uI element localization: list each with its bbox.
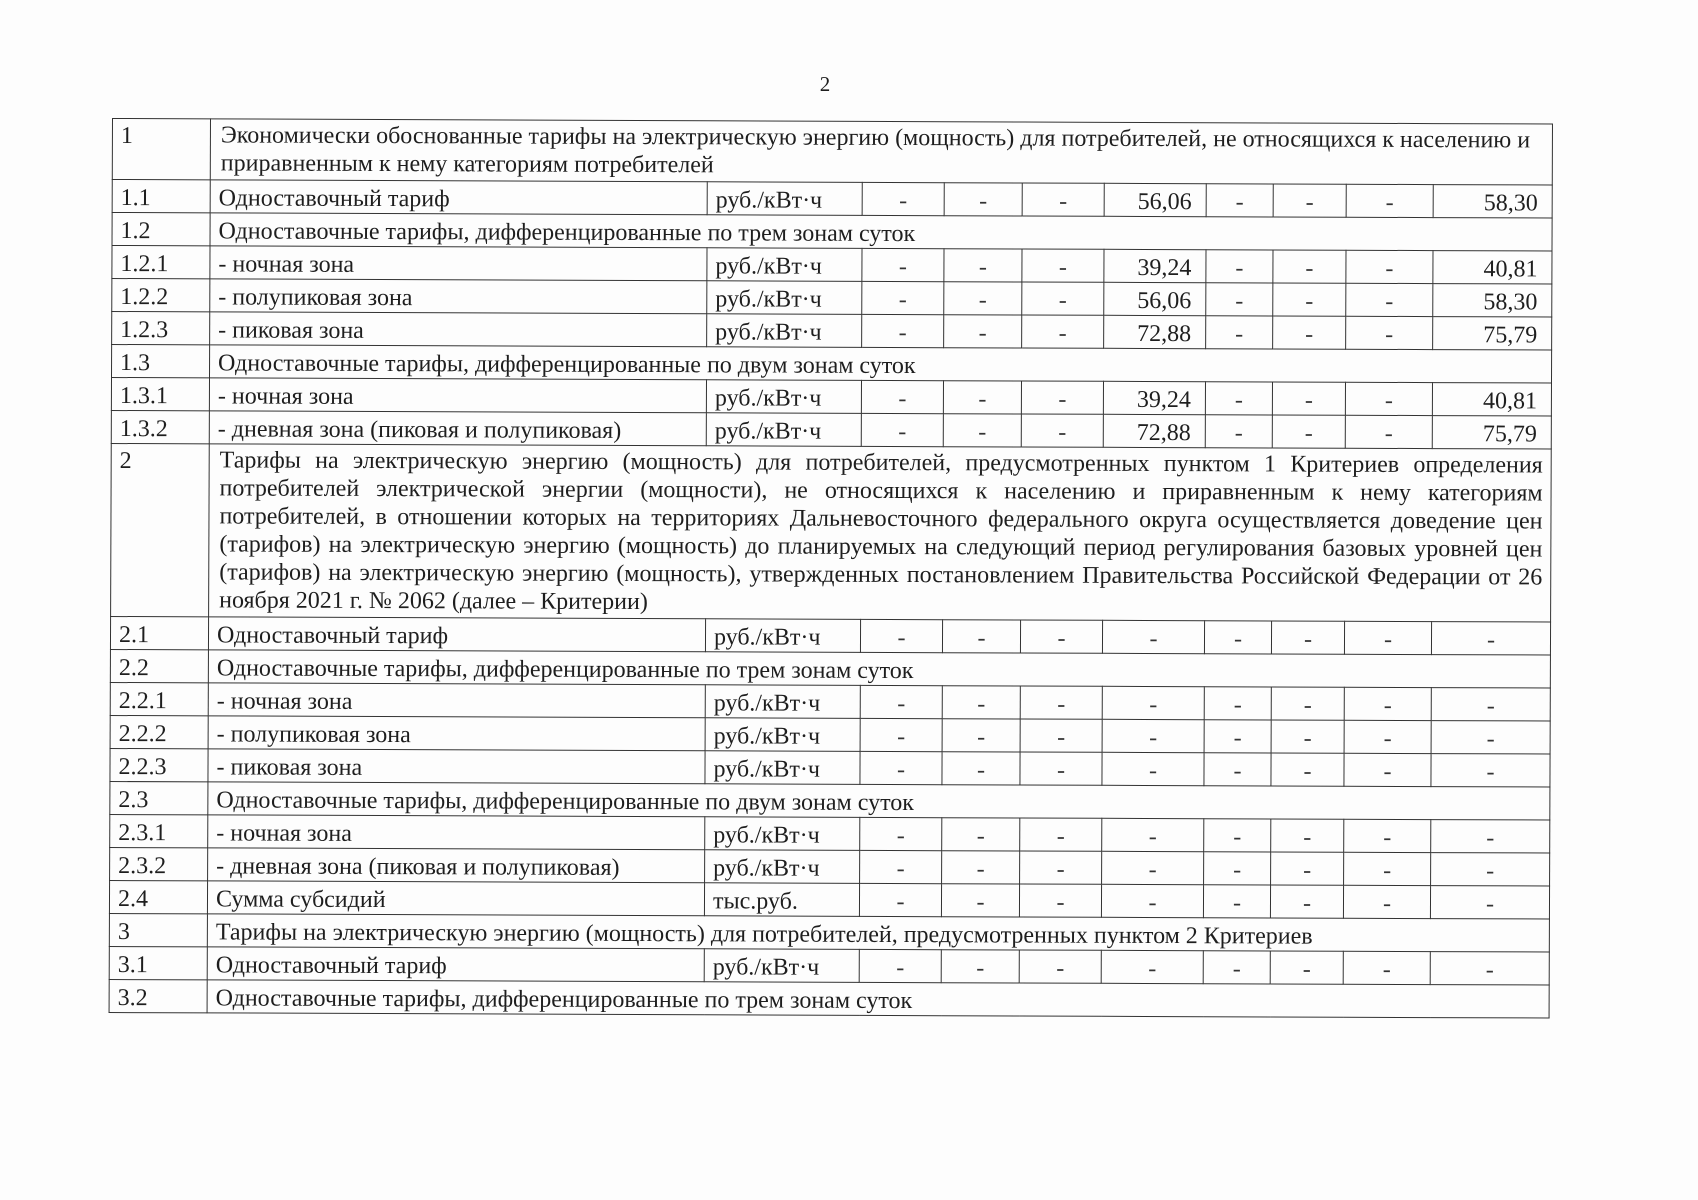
row-number: 3.2	[109, 979, 207, 1012]
subsection-title: Одноставочные тарифы, дифференцированные по двум зонам суток	[208, 782, 1550, 820]
value-cell: -	[862, 314, 944, 347]
value-cell: 40,81	[1432, 383, 1551, 416]
value-cell: -	[1431, 688, 1550, 721]
value-cell: -	[942, 686, 1020, 719]
value-cell: -	[942, 851, 1020, 884]
value-cell: -	[1273, 283, 1346, 316]
value-cell: -	[1101, 950, 1203, 983]
section-row	[112, 119, 1552, 186]
value-cell: -	[1102, 818, 1204, 851]
value-cell: -	[860, 718, 942, 751]
section-row	[110, 781, 1550, 820]
value-cell: -	[1204, 720, 1271, 753]
value-cell: -	[1203, 951, 1270, 984]
section-row	[112, 213, 1552, 252]
value-cell: -	[1343, 885, 1430, 918]
value-cell: -	[941, 950, 1019, 983]
value-cell: -	[1205, 382, 1272, 415]
table-row	[109, 880, 1549, 919]
tariff-table	[109, 118, 1554, 1019]
value-cell: -	[942, 752, 1020, 785]
value-cell: -	[1204, 852, 1271, 885]
table-row	[110, 847, 1550, 886]
value-cell: -	[1203, 885, 1270, 918]
value-cell: -	[1206, 316, 1273, 349]
value-cell: 58,30	[1433, 284, 1552, 317]
value-cell: -	[1431, 820, 1550, 853]
value-cell: -	[1022, 249, 1104, 282]
table-row	[110, 715, 1550, 754]
value-cell: -	[1102, 851, 1204, 884]
value-cell: -	[1346, 283, 1433, 316]
row-number: 2.2.1	[110, 682, 208, 715]
section-row	[109, 979, 1549, 1018]
value-cell: 40,81	[1433, 251, 1552, 284]
value-cell: -	[1019, 884, 1101, 917]
row-name: - пиковая зона	[210, 312, 707, 347]
value-cell: -	[1204, 819, 1271, 852]
value-cell: -	[1344, 753, 1431, 786]
row-unit: руб./кВт·ч	[705, 850, 860, 884]
row-unit: руб./кВт·ч	[707, 314, 862, 348]
row-unit: руб./кВт·ч	[706, 413, 861, 447]
value-cell: -	[1344, 720, 1431, 753]
value-cell: -	[1102, 620, 1204, 653]
table-row	[110, 748, 1550, 787]
value-cell: 39,24	[1103, 381, 1205, 414]
value-cell: -	[860, 685, 942, 718]
row-name: - дневная зона (пиковая и полупиковая)	[208, 848, 705, 883]
value-cell: -	[1206, 250, 1273, 283]
value-cell: -	[860, 751, 942, 784]
value-cell: -	[1345, 415, 1432, 448]
value-cell: -	[862, 281, 944, 314]
row-unit: руб./кВт·ч	[707, 281, 862, 315]
section-row	[111, 443, 1552, 622]
value-cell: -	[1022, 282, 1104, 315]
row-number: 1	[112, 119, 210, 180]
row-number: 1.3.2	[111, 410, 209, 443]
value-cell: -	[1346, 316, 1433, 349]
page-number: 2	[819, 72, 831, 96]
table-row	[110, 814, 1550, 853]
section-row	[109, 913, 1549, 952]
value-cell: -	[1019, 950, 1101, 983]
value-cell: -	[1022, 183, 1104, 216]
value-cell: -	[1344, 621, 1431, 654]
value-cell: -	[1271, 819, 1344, 852]
value-cell: -	[1270, 951, 1343, 984]
value-cell: -	[1272, 415, 1345, 448]
row-name: Сумма субсидий	[207, 881, 704, 916]
value-cell: -	[1271, 621, 1344, 654]
row-unit: руб./кВт·ч	[705, 685, 860, 719]
value-cell: -	[943, 414, 1021, 447]
table-row	[110, 682, 1550, 721]
value-cell: -	[1345, 382, 1432, 415]
subsection-title: Одноставочные тарифы, дифференцированные по трем зонам суток	[207, 980, 1549, 1018]
row-name: - дневная зона (пиковая и полупиковая)	[209, 411, 706, 446]
row-unit: руб./кВт·ч	[707, 182, 862, 216]
tariff-table-body	[109, 119, 1553, 1019]
value-cell: -	[1430, 952, 1549, 985]
value-cell: 56,06	[1104, 282, 1206, 315]
value-cell: 39,24	[1104, 249, 1206, 282]
value-cell: -	[1102, 752, 1204, 785]
value-cell: -	[1271, 753, 1344, 786]
section-row	[112, 345, 1552, 384]
value-cell: -	[1431, 853, 1550, 886]
row-number: 2.2.2	[110, 715, 208, 748]
row-unit: руб./кВт·ч	[705, 817, 860, 851]
value-cell: 72,88	[1104, 315, 1206, 348]
row-number: 1.2.1	[112, 246, 210, 279]
row-number: 1.2.3	[112, 312, 210, 345]
value-cell: -	[861, 380, 943, 413]
row-name: Одноставочный тариф	[207, 947, 704, 982]
tariff-table-container	[109, 118, 1554, 1019]
value-cell: -	[1021, 414, 1103, 447]
table-row	[112, 279, 1552, 318]
value-cell: -	[944, 183, 1022, 216]
row-name: Одноставочный тариф	[210, 180, 707, 215]
value-cell: 75,79	[1433, 317, 1552, 350]
row-name: - полупиковая зона	[210, 279, 707, 314]
row-name: - полупиковая зона	[208, 716, 705, 751]
row-number: 2.4	[109, 880, 207, 913]
row-number: 3	[109, 913, 207, 946]
row-number: 1.2	[112, 213, 210, 246]
table-row	[112, 180, 1552, 219]
value-cell: -	[1273, 250, 1346, 283]
value-cell: -	[1346, 250, 1433, 283]
row-unit: руб./кВт·ч	[705, 718, 860, 752]
value-cell: -	[1021, 381, 1103, 414]
row-number: 1.3.1	[111, 378, 209, 411]
section-title: Тарифы на электрическую энергию (мощность) для потребителей, предусмотренных пунктом 1 Критериев определения потребителей электрической энергии (мощности), не относящихся к населению и приравненным к нему категориям потребителей, в отношении которых на территориях Дальневосточного федерального округа осуществляется доведение цен (тарифов) на электрическую энергию (мощность) до планируемых на следующий период регулирования базовых уровней цен (тарифов) на электрическую энергию (мощность), утвержденных постановлением Правительства Российской Федерации от 26 ноября 2021 г. № 2062 (далее – Критерии)	[209, 444, 1552, 622]
value-cell: -	[862, 248, 944, 281]
table-row	[111, 378, 1551, 417]
value-cell: -	[1273, 184, 1346, 217]
value-cell: -	[860, 619, 942, 652]
subsection-title: Одноставочные тарифы, дифференцированные по трем зонам суток	[210, 213, 1552, 251]
value-cell: -	[1344, 852, 1431, 885]
value-cell: -	[859, 949, 941, 982]
row-unit: руб./кВт·ч	[705, 751, 860, 785]
value-cell: -	[860, 817, 942, 850]
row-name: - ночная зона	[210, 246, 707, 281]
value-cell: 72,88	[1103, 414, 1205, 447]
value-cell: -	[1343, 951, 1430, 984]
row-name: - ночная зона	[208, 815, 705, 850]
row-unit: руб./кВт·ч	[704, 949, 859, 983]
value-cell: -	[1101, 884, 1203, 917]
subsection-title: Одноставочные тарифы, дифференцированные по трем зонам суток	[208, 650, 1550, 688]
value-cell: -	[943, 381, 1021, 414]
value-cell: -	[1271, 852, 1344, 885]
subsection-title: Одноставочные тарифы, дифференцированные по двум зонам суток	[210, 345, 1552, 383]
value-cell: -	[942, 719, 1020, 752]
value-cell: -	[862, 182, 944, 215]
value-cell: -	[1102, 686, 1204, 719]
row-number: 2.2	[110, 649, 208, 682]
row-unit: руб./кВт·ч	[707, 248, 862, 282]
row-number: 2	[111, 443, 210, 616]
value-cell: -	[1272, 382, 1345, 415]
value-cell: -	[941, 884, 1019, 917]
row-name: - ночная зона	[209, 378, 706, 413]
value-cell: -	[1020, 851, 1102, 884]
row-unit: руб./кВт·ч	[705, 619, 860, 653]
value-cell: -	[1020, 818, 1102, 851]
row-name: - пиковая зона	[208, 749, 705, 784]
section-row	[110, 649, 1550, 688]
value-cell: -	[1271, 687, 1344, 720]
row-number: 2.3	[110, 781, 208, 814]
row-number: 2.2.3	[110, 748, 208, 781]
value-cell: -	[1344, 819, 1431, 852]
value-cell: -	[1204, 621, 1271, 654]
value-cell: -	[1020, 620, 1102, 653]
row-unit: руб./кВт·ч	[706, 380, 861, 414]
value-cell: 56,06	[1104, 183, 1206, 216]
value-cell: -	[1020, 752, 1102, 785]
subsection-title: Тарифы на электрическую энергию (мощность) для потребителей, предусмотренных пунктом 2 Критериев	[207, 914, 1549, 952]
value-cell: -	[861, 413, 943, 446]
value-cell: 58,30	[1433, 185, 1552, 218]
table-row	[109, 946, 1549, 985]
row-number: 1.2.2	[112, 279, 210, 312]
value-cell: 75,79	[1432, 416, 1551, 449]
value-cell: -	[942, 818, 1020, 851]
value-cell: -	[1271, 720, 1344, 753]
value-cell: -	[1431, 754, 1550, 787]
value-cell: -	[1204, 753, 1271, 786]
value-cell: -	[1206, 184, 1273, 217]
value-cell: -	[944, 249, 1022, 282]
row-number: 1.1	[112, 180, 210, 213]
value-cell: -	[1430, 886, 1549, 919]
value-cell: -	[859, 883, 941, 916]
value-cell: -	[942, 620, 1020, 653]
value-cell: -	[1273, 316, 1346, 349]
value-cell: -	[1344, 687, 1431, 720]
row-name: Одноставочный тариф	[208, 617, 705, 652]
section-title: Экономически обоснованные тарифы на электрическую энергию (мощность) для потребителей, не относящихся к населению и приравненным к нему категориям потребителей	[210, 119, 1552, 185]
value-cell: -	[1346, 184, 1433, 217]
row-number: 2.3.1	[110, 814, 208, 847]
value-cell: -	[1022, 315, 1104, 348]
value-cell: -	[1020, 686, 1102, 719]
value-cell: -	[1431, 622, 1550, 655]
row-number: 1.3	[112, 345, 210, 378]
table-row	[110, 616, 1550, 655]
table-row	[112, 312, 1552, 351]
row-number: 3.1	[109, 946, 207, 979]
row-name: - ночная зона	[208, 683, 705, 718]
row-number: 2.1	[110, 616, 208, 649]
value-cell: -	[1206, 283, 1273, 316]
value-cell: -	[860, 850, 942, 883]
value-cell: -	[944, 315, 1022, 348]
row-number: 2.3.2	[110, 847, 208, 880]
value-cell: -	[1020, 719, 1102, 752]
value-cell: -	[944, 282, 1022, 315]
table-row	[111, 410, 1551, 449]
value-cell: -	[1270, 885, 1343, 918]
row-unit: тыс.руб.	[704, 883, 859, 917]
value-cell: -	[1205, 415, 1272, 448]
table-row	[112, 246, 1552, 285]
value-cell: -	[1102, 719, 1204, 752]
value-cell: -	[1204, 687, 1271, 720]
value-cell: -	[1431, 721, 1550, 754]
